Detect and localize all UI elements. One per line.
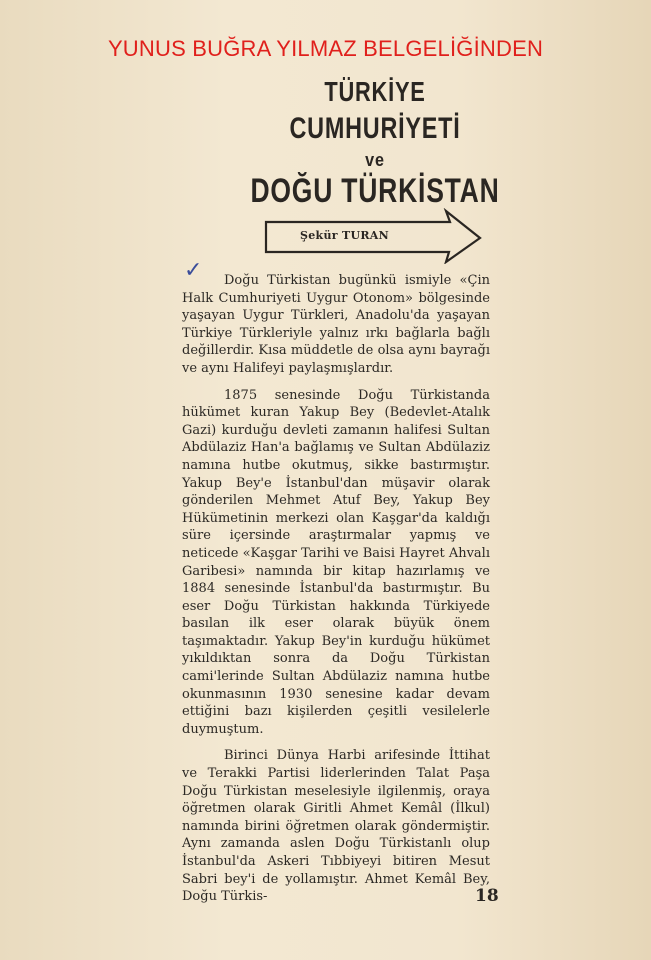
title-line-4: DOĞU TÜRKİSTAN [250, 172, 500, 210]
author-name: Şekür TURAN [300, 229, 389, 242]
paragraph-1: Doğu Türkistan bugünkü ismiyle «Çin Halk Cumhuriyeti Uygur Otonom» bölgesinde yaşayan Uygur Türkleri, Anadolu'da yaşayan Türkiye Türkleriyle yalnız ırkı bağlarla bağlı değillerdir. Kısa müddetle de olsa aynı bayrağı ve aynı Halifeyi paylaşmışlardır. [182, 273, 490, 376]
watermark-text: YUNUS BUĞRA YILMAZ BELGELİĞİNDEN [107, 36, 544, 61]
paragraph-3: Birinci Dünya Harbi arifesinde İttihat ve Terakki Partisi liderlerinden Talat Paşa Doğu Türkistan meselesiyle ilgilenmiş, oraya öğretmen olarak Giritli Ahmet Kemâl (İlkul) namında birini öğretmen olarak göndermiştir. Aynı zamanda aslen Doğu Türkistanlı olup İstanbul'da Askeri Tıbbiyeyi bitiren Mesut Sabri bey'i de yollamıştır. Ahmet Kemâl Bey, Doğu Türkis- [182, 748, 490, 905]
title-line-1: TÜRKİYE [324, 76, 426, 107]
page-number: 18 [475, 886, 499, 906]
article-body [182, 272, 490, 915]
check-mark-icon: ✓ [184, 258, 203, 283]
title-line-2: CUMHURİYETİ [289, 112, 461, 145]
paragraph-2: 1875 senesinde Doğu Türkistanda hükümet kuran Yakup Bey (Bedevlet-Atalık Gazi) kurduğu devleti zamanın halifesi Sultan Abdülaziz Han'a bağlamış ve Sultan Abdülaziz namına hutbe okutmuş, sikke bastırmıştır. Yakup Bey'e İstanbul'dan müşavir olarak gönderilen Mehmet Atuf Bey, Yakup Bey Hükümetinin merkezi olan Kaşgar'da kaldığı süre içersinde araştırmalar yapmış ve neticede «Kaşgar Tarihi ve Baisi Hayret Ahvalı Garibesi» namında bir kitap hazırlamış ve 1884 senesinde İstanbul'da bastırmıştır. Bu eser Doğu Türkistan hakkında Türkiyede basılan ilk eser olarak büyük önem taşımaktadır. Yakup Bey'in kurduğu hükümet yıkıldıktan sonra da Doğu Türkistan cami'lerinde Sultan Abdülaziz namına hutbe okunmasının 1930 senesine kadar devam ettiğini bazı kişilerden çeşitli vesilelerle duymuştum. [182, 387, 490, 737]
title-line-3: ve [365, 150, 385, 170]
